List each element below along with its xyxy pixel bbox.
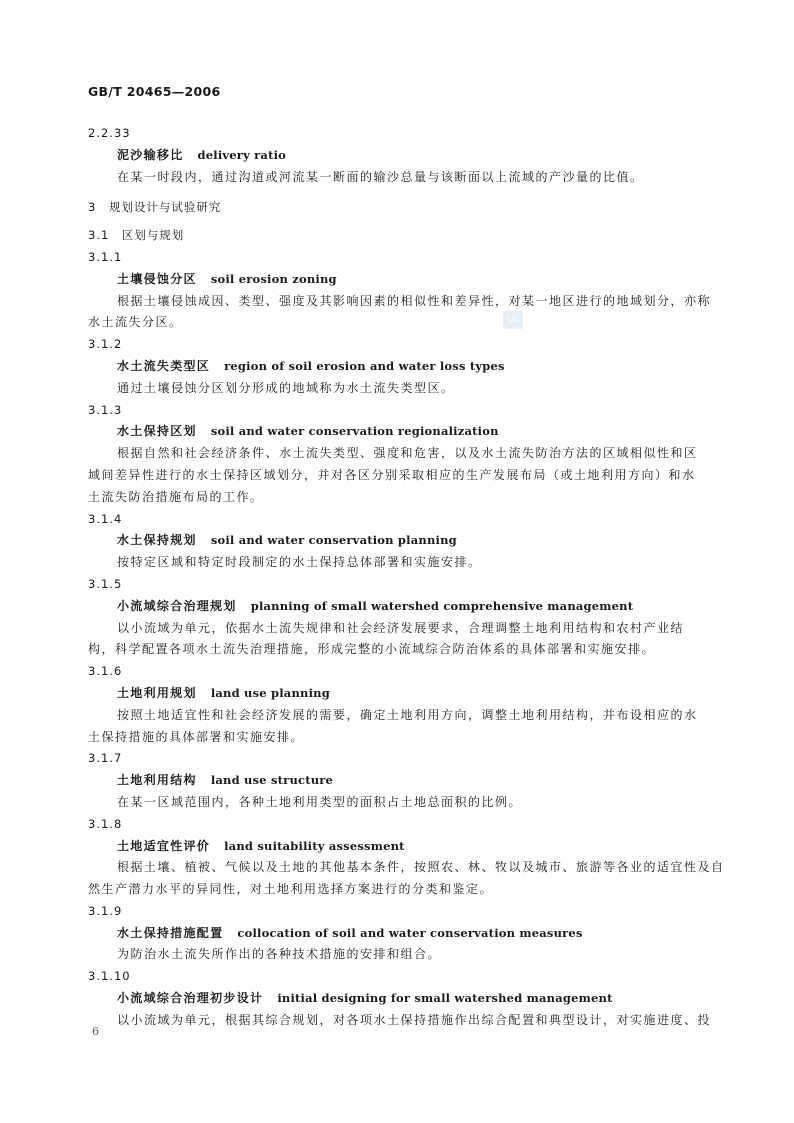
definition-text: 根据自然和社会经济条件、水土流失类型、强度和危害，以及水土流失防治方法的区域相似性和区 (117, 446, 698, 461)
clause-number: 3.1.4 (88, 511, 123, 526)
term-heading (88, 596, 702, 618)
clause-number: 3.1.2 (88, 337, 123, 352)
definition-text: 以小流域为单元，根据其综合规划，对各项水土保持措施作出综合配置和典型设计，对实施进度、投 (117, 1012, 712, 1027)
definition-continuation: 构，科学配置各项水土流失治理措施，形成完整的小流域综合防治体系的具体部署和实施安排。 (88, 642, 656, 657)
clause-number: 3.1.9 (88, 903, 123, 918)
term-heading (88, 988, 702, 1010)
term-english: region of soil erosion and water loss types (224, 358, 505, 373)
definition-text: 为防治水土流失所作出的各种技术措施的安排和组合。 (117, 947, 442, 962)
definition-text: 按照土地适宜性和社会经济发展的需要，确定土地利用方向，调整土地利用结构，并布设相应的水 (117, 707, 698, 722)
definition-text: 通过土壤侵蚀分区划分形成的地域称为水土流失类型区。 (117, 380, 455, 395)
section-heading: 3.1 区划与规划 (88, 228, 185, 243)
definition-text: 在某一时段内，通过沟道或河流某一断面的输沙总量与该断面以上流域的产沙量的比值。 (117, 169, 644, 184)
term-english: delivery ratio (197, 147, 287, 162)
standard-header: GB/T 20465—2006 (88, 84, 221, 99)
page-number: 6 (92, 1025, 99, 1038)
term-chinese: 水土保持规划 (117, 533, 197, 548)
term-chinese: 水土保持措施配置 (117, 925, 224, 940)
definition-continuation: 然生产潜力水平的异同性，对土地利用选择方案进行的分类和鉴定。 (88, 882, 494, 897)
term-english: land suitability assessment (224, 838, 405, 853)
definition-text: 根据土壤侵蚀成因、类型、强度及其影响因素的相似性和差异性，对某一地区进行的地域划分，亦称 (117, 293, 712, 308)
term-heading (88, 683, 702, 705)
term-heading (88, 356, 702, 378)
term-english: soil erosion zoning (210, 271, 337, 286)
clause-number: 3.1.3 (88, 402, 123, 417)
term-heading (88, 836, 702, 858)
term-chinese: 土地利用结构 (117, 773, 197, 788)
term-chinese: 土地适宜性评价 (117, 838, 211, 853)
definition-continuation: 土流失防治措施布局的工作。 (88, 489, 264, 504)
clause-number: 3.1.6 (88, 664, 123, 679)
document-body (88, 123, 725, 1032)
clause-number: 2.2.33 (88, 126, 131, 140)
term-heading (88, 923, 702, 945)
section-heading: 3 规划设计与试验研究 (88, 200, 222, 215)
term-english: soil and water conservation regionalization (210, 424, 499, 439)
term-chinese: 水土保持区划 (117, 424, 197, 439)
term-chinese: 小流域综合治理初步设计 (117, 991, 264, 1006)
term-chinese: 土地利用规划 (117, 685, 197, 700)
definition-text: 在某一区域范围内，各种土地利用类型的面积占土地总面积的比例。 (117, 794, 523, 809)
term-english: initial designing for small watershed management (277, 991, 613, 1006)
term-chinese: 土壤侵蚀分区 (117, 271, 197, 286)
definition-text: 以小流域为单元，依据水土流失规律和社会经济发展要求，合理调整土地利用结构和农村产业结 (117, 620, 685, 635)
definition-continuation: 水土流失分区。 (88, 315, 183, 330)
term-chinese: 泥沙输移比 (117, 147, 184, 162)
definition-continuation: 土保持措施的具体部署和实施安排。 (88, 729, 305, 744)
definition-continuation: 域间差异性进行的水土保持区域划分，并对各区分别采取相应的生产发展布局（或土地利用方向）和水 (88, 467, 696, 482)
watermark-logo: SAC (503, 311, 523, 329)
term-english: land use structure (210, 773, 334, 788)
definition-text: 按特定区域和特定时段制定的水土保持总体部署和实施安排。 (117, 555, 482, 570)
term-english: land use planning (210, 685, 330, 700)
term-chinese: 小流域综合治理规划 (117, 598, 237, 613)
clause-number: 3.1.10 (88, 969, 131, 984)
definition-text: 根据土壤、植被、气候以及土地的其他基本条件，按照农、林、牧以及城市、旅游等各业的适宜性及自 (117, 860, 725, 875)
clause-number: 3.1.5 (88, 576, 123, 591)
term-english: collocation of soil and water conservation measures (237, 925, 583, 940)
term-english: soil and water conservation planning (210, 533, 457, 548)
term-chinese: 水土流失类型区 (117, 358, 211, 373)
clause-number: 3.1.7 (88, 751, 123, 766)
term-heading (88, 269, 702, 291)
term-heading (88, 770, 702, 792)
term-english: planning of small watershed comprehensive management (250, 598, 634, 613)
term-heading (88, 421, 702, 443)
term-heading (88, 145, 702, 167)
clause-number: 3.1.8 (88, 816, 123, 831)
clause-number: 3.1.1 (88, 249, 123, 264)
term-heading (88, 530, 702, 552)
